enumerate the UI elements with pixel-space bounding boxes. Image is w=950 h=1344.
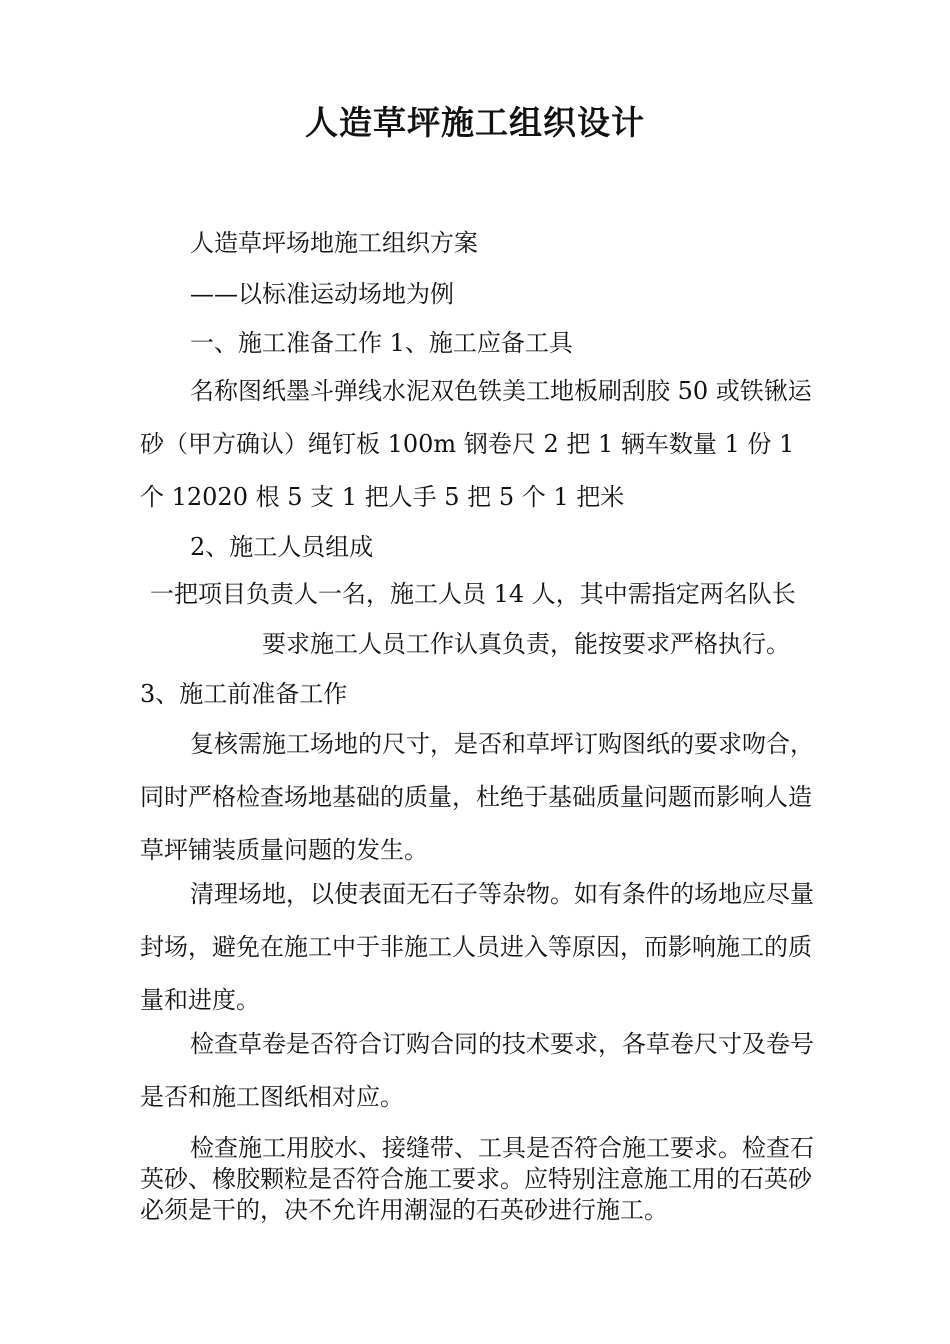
check-size-paragraph: 复核需施工场地的尺寸，是否和草坪订购图纸的要求吻合，同时严格检查场地基础的质量，杜绝于基础质量问题而影响人造草坪铺装质量问题的发生。: [140, 730, 814, 864]
staff-requirement-line: 要求施工人员工作认真负责，能按要求严格执行。: [262, 630, 790, 658]
check-rolls-paragraph: 检查草卷是否符合订购合同的技术要求，各草卷尺寸及卷号是否和施工图纸相对应。: [140, 1030, 814, 1111]
subtitle-line: 人造草坪场地施工组织方案: [190, 229, 478, 257]
clean-site-paragraph: 清理场地，以使表面无石子等杂物。如有条件的场地应尽量封场，避免在施工中于非施工人员进入等原因，而影响施工的质量和进度。: [140, 880, 814, 1014]
section-2-heading: 2、施工人员组成: [190, 533, 374, 561]
tools-paragraph: 名称图纸墨斗弹线水泥双色铁美工地板刷刮胶 50 或铁锹运砂（甲方确认）绳钉板 100m 钢卷尺 2 把 1 辆车数量 1 份 1 个 12020 根 5 支 1 把人手 5 把 5 个 1 把米: [140, 377, 812, 511]
example-line: ——以标准运动场地为例: [190, 280, 454, 308]
section-1-heading: 一、施工准备工作 1、施工应备工具: [190, 329, 573, 357]
check-materials-paragraph: 检查施工用胶水、接缝带、工具是否符合施工要求。检查石英砂、橡胶颗粒是否符合施工要求。应特别注意施工用的石英砂必须是干的，决不允许用潮湿的石英砂进行施工。: [140, 1134, 814, 1224]
staff-line: 一把项目负责人一名，施工人员 14 人，其中需指定两名队长: [150, 580, 796, 608]
document-title: 人造草坪施工组织设计: [305, 103, 645, 142]
section-3-heading: 3、施工前准备工作: [140, 680, 348, 708]
